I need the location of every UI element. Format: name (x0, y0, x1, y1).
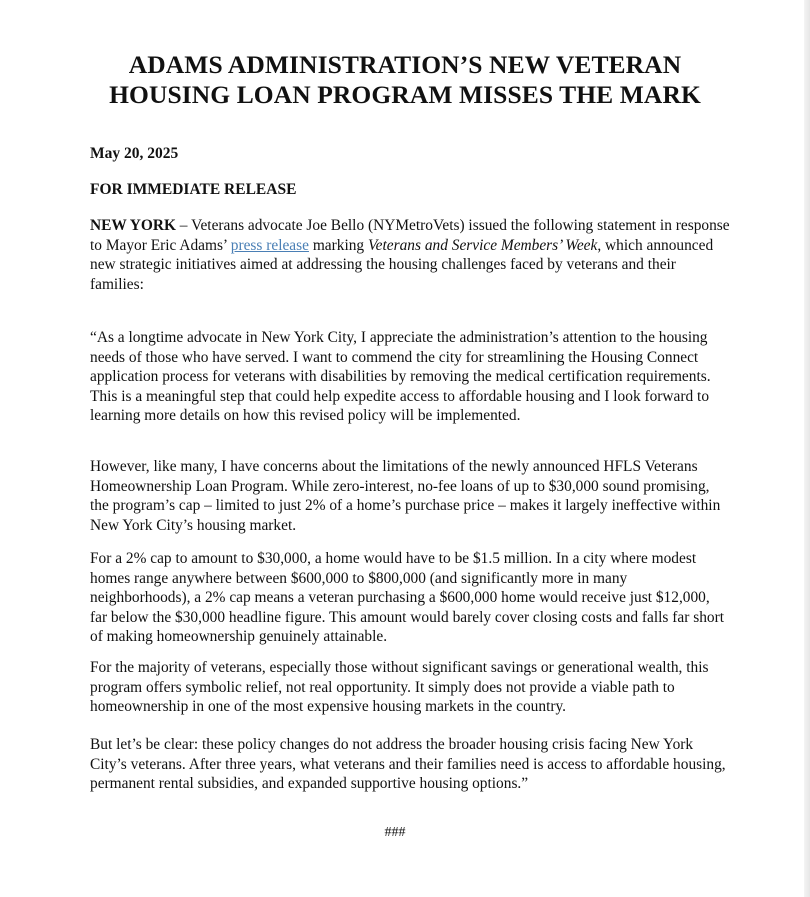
dateline: NEW YORK (90, 217, 176, 234)
statement-paragraph-5: But let’s be clear: these policy changes do not address the broader housing crisis facing New York City’s veterans. After three years, what veterans and their families need is access to affordable housing, permanent rental subsidies, and expanded supportive housing options.” (90, 736, 726, 793)
release-label: FOR IMMEDIATE RELEASE (90, 181, 297, 198)
headline (60, 50, 750, 110)
intro-text-a: – Veterans advocate Joe Bello (NYMetroVets) issued the following statement in response to Mayor Eric Adams’ (90, 217, 730, 254)
statement-paragraph-1: “As a longtime advocate in New York City, I appreciate the administration’s attention to the housing needs of those who have served. I want to commend the city for streamlining the Housing Connect application process for veterans with disabilities by removing the medical certification requirements. This is a meaningful step that could help expedite access to affordable housing and I look forward to learning more details on how this revised policy will be implemented. (90, 329, 711, 425)
intro-text-b: marking (308, 236, 368, 254)
page-edge-shadow (804, 0, 810, 897)
event-name: Veterans and Service Members’ Week (367, 236, 598, 254)
end-mark: ### (384, 825, 406, 840)
headline-line-1: ADAMS ADMINISTRATION’S NEW VETERAN (128, 50, 682, 79)
headline-line-2: HOUSING LOAN PROGRAM MISSES THE MARK (109, 80, 701, 109)
intro-text-c: , which announced new strategic initiatives aimed at addressing the housing challenges faced by veterans and their families: (90, 236, 714, 293)
release-date: May 20, 2025 (90, 145, 179, 162)
statement-paragraph-3: For a 2% cap to amount to $30,000, a home would have to be $1.5 million. In a city where modest homes range anywhere between $600,000 to $800,000 (and significantly more in many neighborhoods), a 2% cap means a veteran purchasing a $600,000 home would receive just $12,000, far below the $30,000 headline figure. This amount would barely cover closing costs and falls far short of making homeownership genuinely attainable. (90, 550, 724, 646)
intro-paragraph (90, 216, 730, 294)
statement-paragraph-2: However, like many, I have concerns about the limitations of the newly announced HFLS Veterans Homeownership Loan Program. While zero-interest, no-fee loans of up to $30,000 sound promising, the program’s cap – limited to just 2% of a home’s purchase price – makes it largely ineffective within New York City’s housing market. (90, 458, 721, 534)
press-release-link[interactable]: press release (230, 236, 309, 254)
statement-paragraph-4: For the majority of veterans, especially those without significant savings or generational wealth, this program offers symbolic relief, not real opportunity. It simply does not provide a viable path to homeownership in one of the most expensive housing markets in the country. (90, 659, 709, 716)
